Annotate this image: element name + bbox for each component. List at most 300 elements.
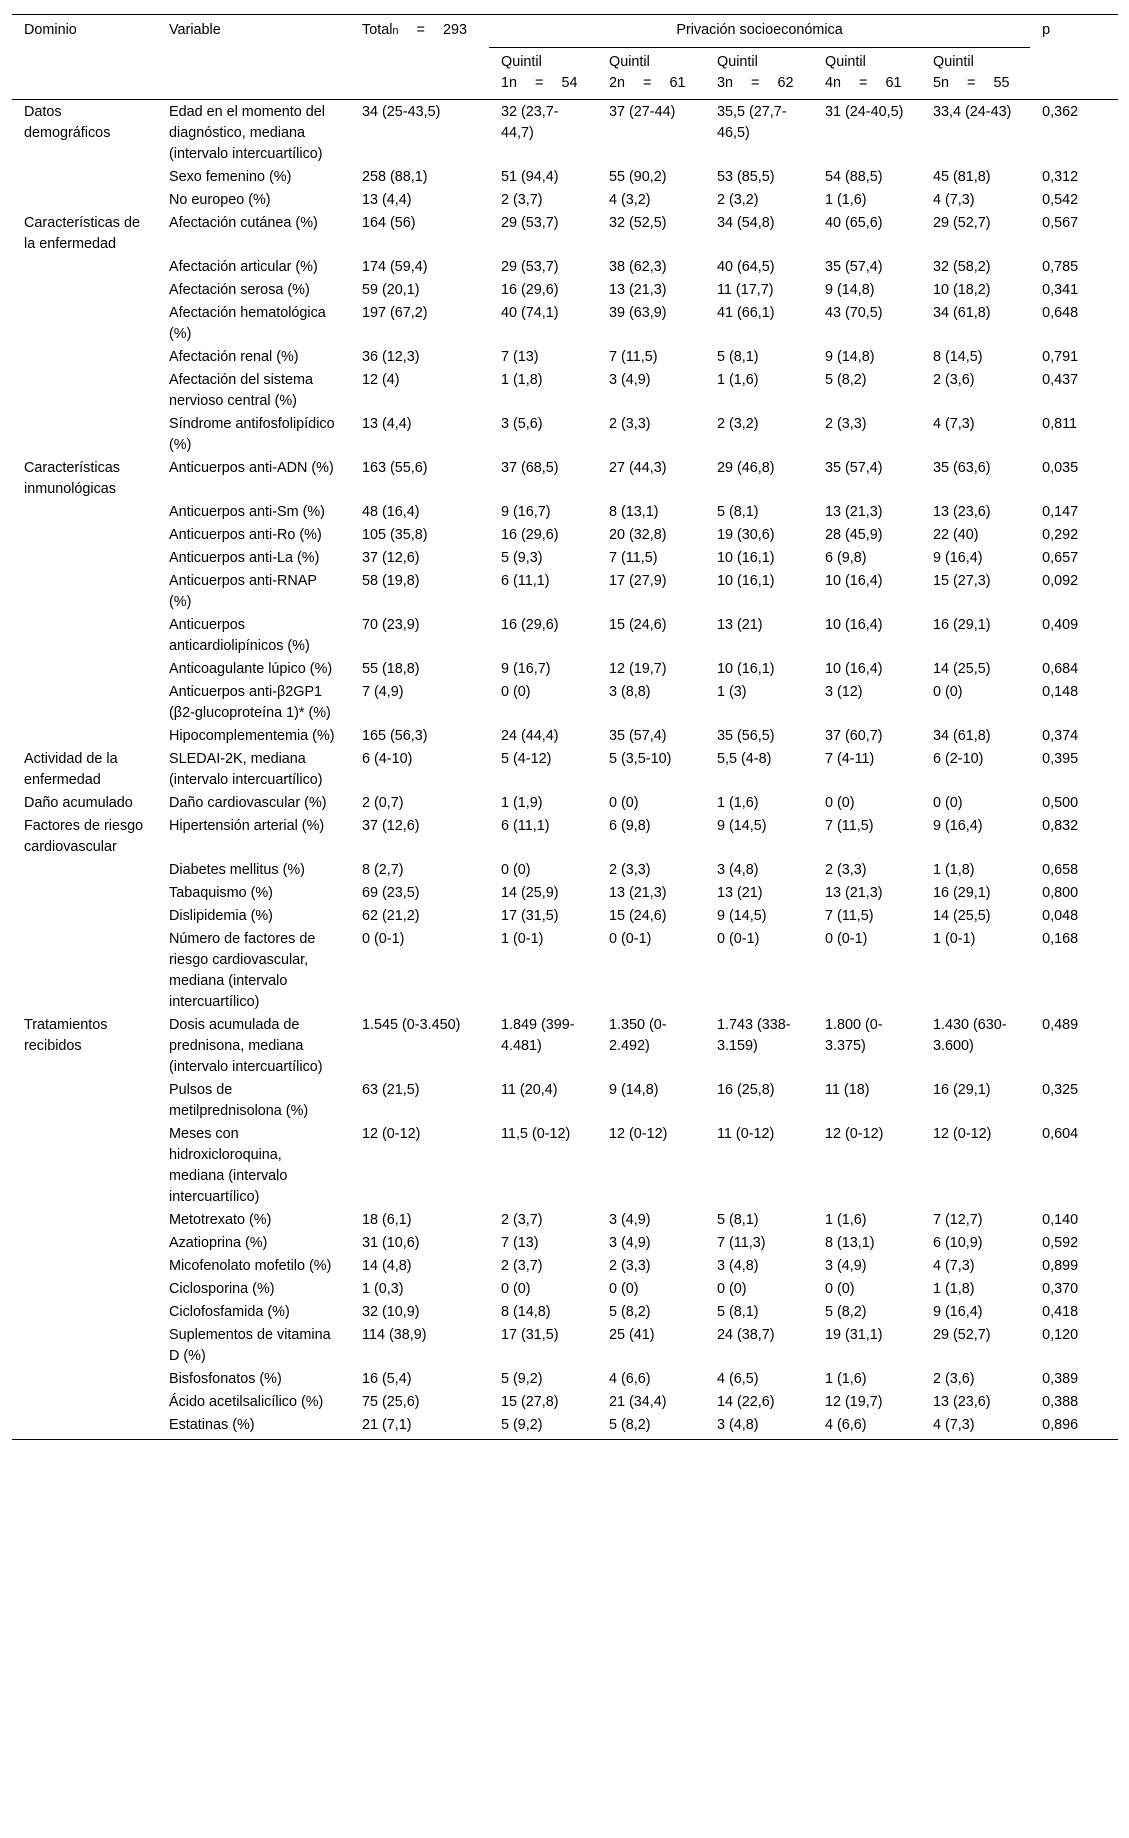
table-row [12, 657, 1118, 680]
quintile-1-cell: 1 (1,9) [501, 795, 543, 811]
quintile-label: Quintil [933, 54, 974, 70]
quintile-5-cell: 9 (16,4) [933, 1304, 983, 1320]
quintile-4-cell: 4 (6,6) [813, 1413, 921, 1440]
quintile-4-cell: 19 (31,1) [825, 1327, 883, 1343]
quintile-2-cell: 13 (21,3) [609, 885, 667, 901]
quintile-2-cell: 4 (6,6) [609, 1371, 651, 1387]
domain-cell [12, 255, 157, 278]
table-row [12, 301, 1118, 345]
table-row [12, 1122, 1118, 1208]
quintile-1-cell: 2 (3,7) [501, 1258, 543, 1274]
quintile-1-cell: 0 (0) [501, 1281, 531, 1297]
table-row [12, 904, 1118, 927]
quintile-3-cell: 11 (17,7) [717, 282, 774, 298]
quintile-3-cell: 5 (8,1) [717, 349, 759, 365]
p-value-cell: 0,035 [1042, 460, 1079, 476]
p-value-cell: 0,409 [1042, 617, 1079, 633]
domain-cell [12, 546, 157, 569]
table-row [12, 1013, 1118, 1078]
header-total-value: 293 [442, 22, 467, 38]
domain-cell: Factores de riesgo cardiovascular [24, 818, 144, 855]
quintile-5-cell: 14 (25,5) [933, 908, 991, 924]
domain-cell [12, 1277, 157, 1300]
total-cell: 59 (20,1) [362, 282, 420, 298]
total-cell: 18 (6,1) [362, 1212, 412, 1228]
table-row [12, 1413, 1118, 1440]
p-value-cell: 0,791 [1042, 349, 1079, 365]
domain-cell [12, 1390, 157, 1413]
total-cell: 163 (55,6) [362, 460, 428, 476]
quintile-label: Quintil [609, 54, 650, 70]
quintile-num: 3 [717, 75, 726, 91]
quintile-3-cell: 24 (38,7) [717, 1327, 775, 1343]
table-row [12, 1323, 1118, 1367]
quintile-5-cell: 33,4 (24-43) [933, 104, 1012, 120]
quintile-1-cell: 8 (14,8) [501, 1304, 551, 1320]
p-value-cell: 0,592 [1042, 1235, 1079, 1251]
domain-cell: Características de la enfermedad [24, 215, 140, 252]
quintile-5-cell: 22 (40) [933, 527, 979, 543]
quintile-1-cell: 1 (0-1) [501, 931, 544, 947]
table-body [12, 100, 1118, 1440]
table-row [12, 1231, 1118, 1254]
quintile-1-cell: 7 (13) [501, 1235, 539, 1251]
quintile-5-cell: 35 (63,6) [933, 460, 991, 476]
quintile-5-cell: 9 (16,4) [933, 818, 983, 834]
quintile-5-cell: 12 (0-12) [933, 1126, 992, 1142]
quintile-num: 2 [609, 75, 618, 91]
quintile-5-cell: 4 (7,3) [933, 192, 975, 208]
total-cell: 1 (0,3) [362, 1281, 404, 1297]
total-cell: 63 (21,5) [362, 1082, 420, 1098]
quintile-1-cell: 37 (68,5) [501, 460, 559, 476]
quintile-2-cell: 37 (27-44) [609, 104, 676, 120]
variable-cell: SLEDAI-2K, mediana (intervalo intercuartílico) [169, 751, 323, 788]
quintile-3-cell: 13 (21) [717, 885, 763, 901]
header-quintile-3 [705, 48, 813, 100]
quintile-1-cell: 3 (5,6) [501, 416, 543, 432]
quintile-3-cell: 35,5 (27,7-46,5) [717, 104, 787, 141]
quintile-4-cell: 12 (0-12) [825, 1126, 884, 1142]
quintile-1-cell: 5 (9,2) [489, 1413, 597, 1440]
quintile-4-cell: 7 (11,5) [825, 908, 874, 924]
quintile-label: Quintil [717, 54, 758, 70]
variable-cell: Afectación articular (%) [169, 259, 318, 275]
quintile-2-cell: 3 (4,9) [609, 372, 651, 388]
table-row [12, 858, 1118, 881]
quintile-4-cell: 0 (0) [825, 1281, 855, 1297]
p-value-cell: 0,092 [1042, 573, 1079, 589]
quintile-4-cell: 37 (60,7) [825, 728, 883, 744]
variable-cell: Dosis acumulada de prednisona, mediana (intervalo intercuartílico) [169, 1017, 323, 1075]
quintile-1-cell: 40 (74,1) [501, 305, 559, 321]
table-row [12, 412, 1118, 456]
quintile-3-cell: 29 (46,8) [717, 460, 775, 476]
total-cell: 32 (10,9) [362, 1304, 420, 1320]
quintile-5-cell: 14 (25,5) [933, 661, 991, 677]
quintile-5-cell: 1 (0-1) [933, 931, 976, 947]
total-cell: 21 (7,1) [350, 1413, 489, 1440]
variable-cell: Afectación cutánea (%) [169, 215, 318, 231]
p-value-cell: 0,567 [1042, 215, 1079, 231]
quintile-5-cell: 2 (3,6) [933, 372, 975, 388]
total-cell: 37 (12,6) [362, 818, 420, 834]
quintile-2-cell: 38 (62,3) [609, 259, 667, 275]
p-value-cell: 0,832 [1042, 818, 1079, 834]
quintile-2-cell: 5 (8,2) [609, 1304, 651, 1320]
quintile-2-cell: 55 (90,2) [609, 169, 667, 185]
total-cell: 6 (4-10) [362, 751, 413, 767]
quintile-1-cell: 16 (29,6) [501, 527, 559, 543]
variable-cell: Anticoagulante lúpico (%) [169, 661, 333, 677]
quintile-5-cell: 7 (12,7) [933, 1212, 983, 1228]
quintile-5-cell: 2 (3,6) [933, 1371, 975, 1387]
header-quintile-5 [921, 48, 1030, 100]
quintile-3-cell: 3 (4,8) [717, 862, 759, 878]
table-row [12, 1277, 1118, 1300]
quintile-4-cell: 7 (4-11) [825, 751, 875, 767]
quintile-value: 61 [669, 75, 686, 91]
quintile-3-cell: 34 (54,8) [717, 215, 775, 231]
table-row [12, 1078, 1118, 1122]
quintile-2-cell: 6 (9,8) [609, 818, 651, 834]
quintile-2-cell: 0 (0) [609, 795, 639, 811]
table-row [12, 278, 1118, 301]
variable-cell: Anticuerpos anti-Ro (%) [169, 527, 322, 543]
quintile-3-cell: 40 (64,5) [717, 259, 775, 275]
quintile-3-cell: 5,5 (4-8) [717, 751, 772, 767]
quintile-1-cell: 1.849 (399-4.481) [501, 1017, 575, 1054]
quintile-5-cell: 13 (23,6) [933, 504, 991, 520]
variable-cell: Ciclosporina (%) [169, 1281, 275, 1297]
quintile-label: Quintil [501, 54, 542, 70]
quintile-1-cell: 14 (25,9) [501, 885, 559, 901]
quintile-1-cell: 7 (13) [501, 349, 539, 365]
quintile-4-cell: 0 (0-1) [825, 931, 868, 947]
p-value-cell: 0,395 [1042, 751, 1079, 767]
quintile-3-cell: 1 (3) [717, 684, 747, 700]
variable-cell: Micofenolato mofetilo (%) [169, 1258, 332, 1274]
p-value-cell: 0,168 [1042, 931, 1079, 947]
quintile-4-cell: 1 (1,6) [825, 1212, 867, 1228]
quintile-3-cell: 0 (0-1) [717, 931, 760, 947]
p-value-cell: 0,542 [1042, 192, 1079, 208]
table-row [12, 791, 1118, 814]
quintile-1-cell: 11 (20,4) [501, 1082, 558, 1098]
total-cell: 13 (4,4) [362, 192, 412, 208]
variable-cell: Hipertensión arterial (%) [169, 818, 325, 834]
variable-cell: Suplementos de vitamina D (%) [169, 1327, 331, 1364]
quintile-3-cell: 10 (16,1) [717, 661, 775, 677]
quintile-2-cell: 7 (11,5) [609, 550, 658, 566]
quintile-n: n [617, 75, 626, 91]
quintile-eq: = [643, 75, 652, 91]
p-value-cell: 0,896 [1030, 1413, 1118, 1440]
total-cell: 1.545 (0-3.450) [362, 1017, 461, 1033]
quintile-num: 1 [501, 75, 510, 91]
total-cell: 12 (4) [362, 372, 400, 388]
quintile-1-cell: 29 (53,7) [501, 215, 559, 231]
quintile-4-cell: 7 (11,5) [825, 818, 874, 834]
p-value-cell: 0,140 [1042, 1212, 1079, 1228]
quintile-2-cell: 25 (41) [609, 1327, 655, 1343]
header-quintile-1 [489, 48, 597, 100]
quintile-4-cell: 10 (16,4) [825, 661, 883, 677]
total-cell: 62 (21,2) [362, 908, 420, 924]
quintile-2-cell: 15 (24,6) [609, 908, 667, 924]
quintile-2-cell: 27 (44,3) [609, 460, 667, 476]
p-value-cell: 0,389 [1042, 1371, 1079, 1387]
variable-cell: Anticuerpos anti-RNAP (%) [169, 573, 317, 610]
total-cell: 114 (38,9) [362, 1327, 427, 1343]
total-cell: 37 (12,6) [362, 550, 420, 566]
total-cell: 34 (25-43,5) [362, 104, 441, 120]
domain-cell [12, 881, 157, 904]
quintile-n: n [833, 75, 842, 91]
p-value-cell: 0,148 [1042, 684, 1079, 700]
domain-cell [12, 345, 157, 368]
quintile-3-cell: 3 (4,8) [717, 1258, 759, 1274]
quintile-4-cell: 5 (8,2) [825, 1304, 867, 1320]
total-cell: 70 (23,9) [362, 617, 420, 633]
p-value-cell: 0,648 [1042, 305, 1079, 321]
quintile-n: n [509, 75, 518, 91]
quintile-1-cell: 5 (9,2) [501, 1371, 543, 1387]
p-value-cell: 0,147 [1042, 504, 1079, 520]
domain-cell [12, 1231, 157, 1254]
quintile-2-cell: 7 (11,5) [609, 349, 658, 365]
quintile-4-cell: 11 (18) [825, 1082, 870, 1098]
quintile-4-cell: 0 (0) [825, 795, 855, 811]
quintile-2-cell: 2 (3,3) [609, 862, 651, 878]
quintile-3-cell: 0 (0) [717, 1281, 747, 1297]
quintile-num: 5 [933, 75, 942, 91]
quintile-4-cell: 31 (24-40,5) [825, 104, 904, 120]
domain-cell [12, 613, 157, 657]
variable-cell: Sexo femenino (%) [169, 169, 292, 185]
total-cell: 58 (19,8) [362, 573, 420, 589]
domain-cell: Características inmunológicas [24, 460, 120, 497]
quintile-5-cell: 4 (7,3) [933, 416, 975, 432]
quintile-1-cell: 6 (11,1) [501, 818, 550, 834]
quintile-1-cell: 24 (44,4) [501, 728, 559, 744]
quintile-4-cell: 54 (88,5) [825, 169, 883, 185]
quintile-3-cell: 1.743 (338-3.159) [717, 1017, 791, 1054]
quintile-5-cell: 4 (7,3) [933, 1258, 975, 1274]
p-value-cell: 0,604 [1042, 1126, 1079, 1142]
variable-cell: Pulsos de metilprednisolona (%) [169, 1082, 309, 1119]
total-cell: 31 (10,6) [362, 1235, 420, 1251]
quintile-3-cell: 11 (0-12) [717, 1126, 775, 1142]
total-cell: 2 (0,7) [362, 795, 404, 811]
total-cell: 105 (35,8) [362, 527, 428, 543]
domain-cell [12, 1254, 157, 1277]
domain-cell [12, 188, 157, 211]
quintile-value: 55 [993, 75, 1010, 91]
quintile-5-cell: 16 (29,1) [933, 617, 991, 633]
quintile-1-cell: 1 (1,8) [501, 372, 543, 388]
table-row [12, 523, 1118, 546]
p-value-cell: 0,292 [1042, 527, 1079, 543]
variable-cell: Metotrexato (%) [169, 1212, 272, 1228]
quintile-4-cell: 10 (16,4) [825, 617, 883, 633]
table-row [12, 1390, 1118, 1413]
quintile-5-cell: 0 (0) [933, 795, 963, 811]
variable-cell: Estatinas (%) [157, 1413, 350, 1440]
quintile-1-cell: 15 (27,8) [501, 1394, 559, 1410]
header-quintile-2 [597, 48, 705, 100]
table-row [12, 613, 1118, 657]
domain-cell [12, 569, 157, 613]
quintile-3-cell: 10 (16,1) [717, 550, 775, 566]
domain-cell [12, 1208, 157, 1231]
variable-cell: Afectación hematológica (%) [169, 305, 326, 342]
quintile-1-cell: 9 (16,7) [501, 661, 551, 677]
domain-cell: Daño acumulado [24, 795, 133, 811]
quintile-4-cell: 43 (70,5) [825, 305, 883, 321]
domain-cell: Datos demográficos [24, 104, 111, 141]
variable-cell: Edad en el momento del diagnóstico, mediana (intervalo intercuartílico) [169, 104, 325, 162]
quintile-2-cell: 8 (13,1) [609, 504, 659, 520]
quintile-5-cell: 15 (27,3) [933, 573, 991, 589]
domain-cell [12, 927, 157, 1013]
header-p: p [1030, 15, 1118, 100]
quintile-4-cell: 35 (57,4) [825, 460, 883, 476]
p-value-cell: 0,362 [1042, 104, 1079, 120]
domain-cell [12, 904, 157, 927]
variable-cell: Hipocomplementemia (%) [169, 728, 335, 744]
quintile-label: Quintil [825, 54, 866, 70]
variable-cell: Número de factores de riesgo cardiovascular, mediana (intervalo intercuartílico) [169, 931, 316, 1010]
total-cell: 0 (0-1) [362, 931, 405, 947]
table-row [12, 814, 1118, 858]
p-value-cell: 0,388 [1042, 1394, 1079, 1410]
quintile-1-cell: 16 (29,6) [501, 617, 559, 633]
quintile-1-cell: 11,5 (0-12) [501, 1126, 571, 1142]
p-value-cell: 0,811 [1042, 416, 1078, 432]
quintile-4-cell: 2 (3,3) [825, 862, 867, 878]
variable-cell: No europeo (%) [169, 192, 271, 208]
domain-cell [12, 724, 157, 747]
domain-cell [12, 278, 157, 301]
total-cell: 174 (59,4) [362, 259, 428, 275]
quintile-4-cell: 1.800 (0-3.375) [825, 1017, 883, 1054]
quintile-5-cell: 16 (29,1) [933, 885, 991, 901]
table-header [12, 15, 1118, 100]
quintile-2-cell: 9 (14,8) [609, 1082, 659, 1098]
variable-cell: Diabetes mellitus (%) [169, 862, 305, 878]
table-container [12, 14, 1118, 1440]
quintile-5-cell: 45 (81,8) [933, 169, 991, 185]
quintile-1-cell: 16 (29,6) [501, 282, 559, 298]
quintile-2-cell: 17 (27,9) [609, 573, 667, 589]
quintile-1-cell: 2 (3,7) [501, 1212, 543, 1228]
quintile-5-cell: 0 (0) [933, 684, 963, 700]
quintile-5-cell: 9 (16,4) [933, 550, 983, 566]
quintile-3-cell: 1 (1,6) [717, 372, 759, 388]
total-cell: 13 (4,4) [362, 416, 412, 432]
p-value-cell: 0,800 [1042, 885, 1079, 901]
p-value-cell: 0,325 [1042, 1082, 1079, 1098]
total-cell: 75 (25,6) [362, 1394, 420, 1410]
total-cell: 12 (0-12) [362, 1126, 421, 1142]
quintile-1-cell: 2 (3,7) [501, 192, 543, 208]
quintile-4-cell: 13 (21,3) [825, 504, 883, 520]
quintile-5-cell: 29 (52,7) [933, 215, 991, 231]
p-value-cell: 0,899 [1042, 1258, 1079, 1274]
header-total-n: n [392, 25, 399, 37]
quintile-1-cell: 0 (0) [501, 684, 531, 700]
table-row [12, 1254, 1118, 1277]
header-variable: Variable [157, 15, 350, 100]
domain-cell [12, 1078, 157, 1122]
domain-cell [12, 523, 157, 546]
variable-cell: Azatioprina (%) [169, 1235, 268, 1251]
variable-cell: Anticuerpos anticardiolipínicos (%) [169, 617, 310, 654]
total-cell: 16 (5,4) [362, 1371, 412, 1387]
table-row [12, 1208, 1118, 1231]
total-cell: 14 (4,8) [362, 1258, 412, 1274]
quintile-5-cell: 8 (14,5) [933, 349, 983, 365]
quintile-2-cell: 2 (3,3) [609, 416, 651, 432]
p-value-cell: 0,657 [1042, 550, 1079, 566]
quintile-5-cell: 34 (61,8) [933, 305, 991, 321]
table-row [12, 368, 1118, 412]
table-row [12, 569, 1118, 613]
variable-cell: Afectación serosa (%) [169, 282, 310, 298]
variable-cell: Afectación renal (%) [169, 349, 299, 365]
quintile-2-cell: 0 (0) [609, 1281, 639, 1297]
quintile-5-cell: 10 (18,2) [933, 282, 991, 298]
variable-cell: Anticuerpos anti-β2GP1 (β2-glucoproteína 1)* (%) [169, 684, 331, 721]
domain-cell [12, 1122, 157, 1208]
quintile-2-cell: 12 (19,7) [609, 661, 667, 677]
domain-cell [12, 165, 157, 188]
table-row [12, 881, 1118, 904]
quintile-3-cell: 3 (4,8) [705, 1413, 813, 1440]
p-value-cell: 0,312 [1042, 169, 1079, 185]
quintile-n: n [941, 75, 950, 91]
quintile-4-cell: 10 (16,4) [825, 573, 883, 589]
total-cell: 258 (88,1) [362, 169, 428, 185]
quintile-2-cell: 0 (0-1) [609, 931, 652, 947]
total-cell: 8 (2,7) [362, 862, 404, 878]
variable-cell: Ciclofosfamida (%) [169, 1304, 290, 1320]
quintile-3-cell: 9 (14,5) [717, 818, 767, 834]
quintile-2-cell: 13 (21,3) [609, 282, 667, 298]
quintile-4-cell: 3 (4,9) [825, 1258, 867, 1274]
quintile-2-cell: 20 (32,8) [609, 527, 667, 543]
quintile-4-cell: 3 (12) [825, 684, 863, 700]
total-cell: 55 (18,8) [362, 661, 420, 677]
table-row [12, 255, 1118, 278]
quintile-3-cell: 5 (8,1) [717, 1212, 759, 1228]
p-value-cell: 0,374 [1042, 728, 1079, 744]
quintile-5-cell: 4 (7,3) [921, 1413, 1030, 1440]
quintile-5-cell: 1 (1,8) [933, 1281, 975, 1297]
table-row [12, 345, 1118, 368]
quintile-n: n [725, 75, 734, 91]
quintile-5-cell: 29 (52,7) [933, 1327, 991, 1343]
quintile-1-cell: 5 (9,3) [501, 550, 543, 566]
domain-cell [12, 1413, 157, 1440]
table-row [12, 546, 1118, 569]
quintile-5-cell: 16 (29,1) [933, 1082, 991, 1098]
quintile-2-cell: 2 (3,3) [609, 1258, 651, 1274]
table-row [12, 927, 1118, 1013]
quintile-2-cell: 39 (63,9) [609, 305, 667, 321]
total-cell: 197 (67,2) [362, 305, 428, 321]
